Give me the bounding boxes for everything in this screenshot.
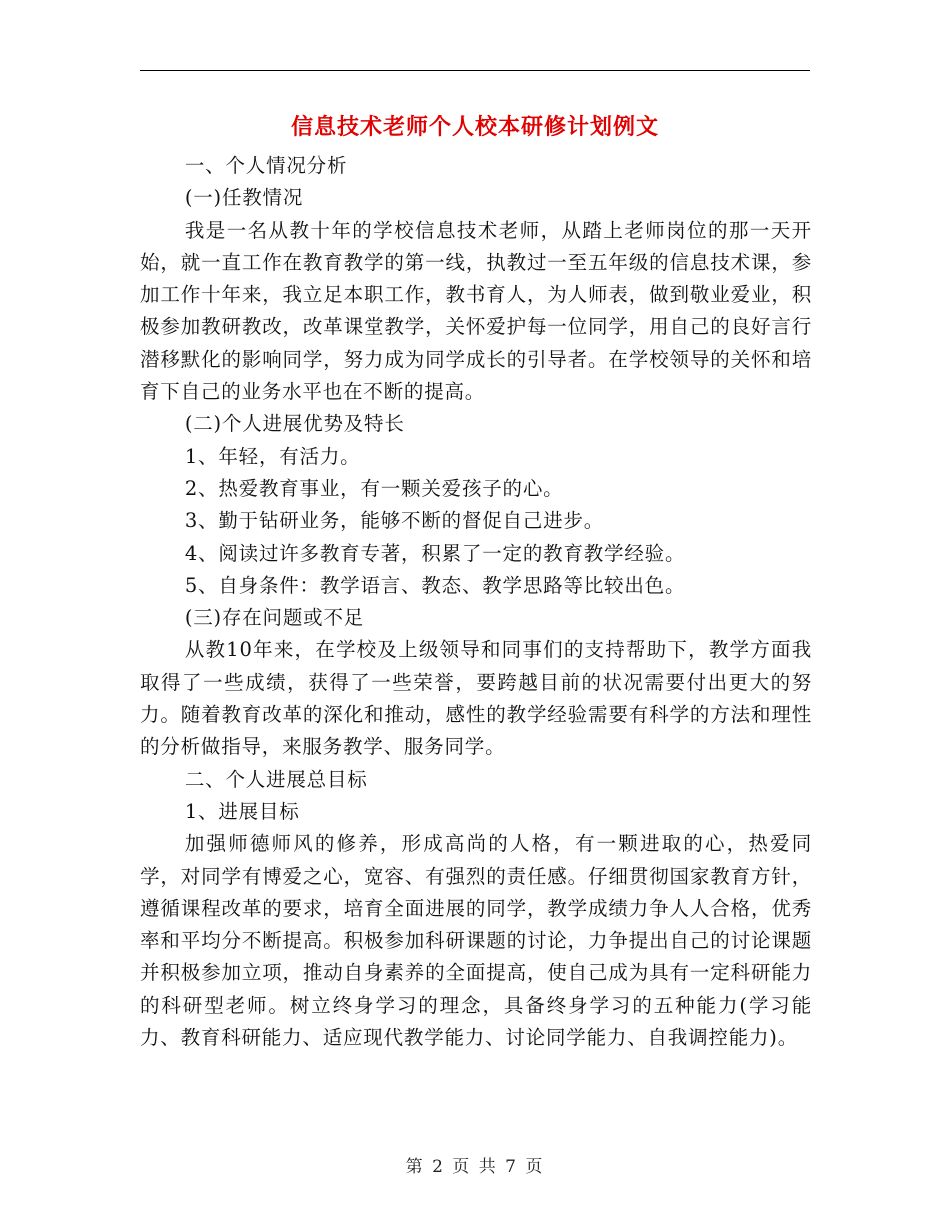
body-paragraph: 我是一名从教十年的学校信息技术老师，从踏上老师岗位的那一天开始，就一直工作在教育教学的第一线，执教过一至五年级的信息技术课，参加工作十年来，我立足本职工作，教书育人，为人师表，做到敬业爱业，积极参加教研教改，改革课堂教学，关怀爱护每一位同学，用自己的良好言行潜移默化的影响同学，努力成为同学成长的引导者。在学校领导的关怀和培育下自己的业务水平也在不断的提高。 <box>140 218 812 404</box>
list-item: 2、热爱教育事业，有一颗关爱孩子的心。 <box>184 476 564 500</box>
section-heading: 一、个人情况分析 <box>184 154 348 177</box>
subsection-heading: 1、进展目标 <box>184 799 300 823</box>
page-number-footer: 第 2 页 共 7 页 <box>405 1157 545 1177</box>
section-heading: 二、个人进展总目标 <box>184 767 368 791</box>
body-paragraph: 从教10年来，在学校及上级领导和同事们的支持帮助下，教学方面我取得了一些成绩，获得了一些荣誉，要跨越目前的状况需要付出更大的努力。随着教育改革的深化和推动，感性的教学经验需要有科学的方法和理性的分析做指导，来服务教学、服务同学。 <box>140 638 812 759</box>
document-body <box>140 150 812 1054</box>
list-item: 5、自身条件：教学语言、教态、教学思路等比较出色。 <box>184 573 686 597</box>
subsection-heading: (一)任教情况 <box>184 186 304 210</box>
document-title: 信息技术老师个人校本研修计划例文 <box>290 114 659 140</box>
header-rule <box>140 70 810 71</box>
subsection-heading: (三)存在问题或不足 <box>184 606 365 630</box>
list-item: 1、年轻，有活力。 <box>184 444 361 468</box>
list-item: 4、阅读过许多教育专著，积累了一定的教育教学经验。 <box>184 541 686 565</box>
body-paragraph: 加强师德师风的修养，形成高尚的人格，有一颗进取的心，热爱同学，对同学有博爱之心，宽容、有强烈的责任感。仔细贯彻国家教育方针，遵循课程改革的要求，培育全面进展的同学，教学成绩力争人人合格，优秀率和平均分不断提高。积极参加科研课题的讨论，力争提出自己的讨论课题并积极参加立项，推动自身素养的全面提高，使自己成为具有一定科研能力的科研型老师。树立终身学习的理念，具备终身学习的五种能力(学习能力、教育科研能力、适应现代教学能力、讨论同学能力、自我调控能力)。 <box>140 832 812 1050</box>
list-item: 3、勤于钻研业务，能够不断的督促自己进步。 <box>184 509 605 533</box>
subsection-heading: (二)个人进展优势及特长 <box>184 412 405 436</box>
